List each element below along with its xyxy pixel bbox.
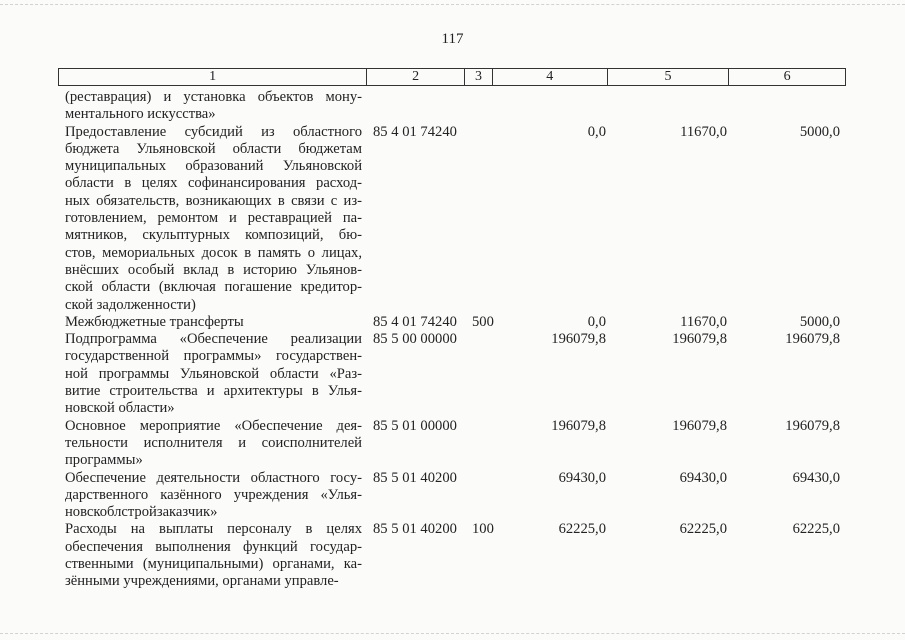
table-header [58, 68, 846, 86]
row-name-line: новскоблстройзаказчик» [65, 504, 218, 521]
row-value-col6: 62225,0 [792, 521, 840, 538]
row-value-col6: 69430,0 [792, 469, 840, 486]
table-row [0, 331, 905, 418]
row-name-line: ментального искусства» [65, 106, 216, 123]
row-value-col5: 11670,0 [680, 313, 727, 330]
row-name-line: зёнными учреждениями, органами управле- [65, 573, 339, 590]
row-name [65, 331, 362, 417]
row-name-line: Основное мероприятие «Обеспечение дея- [65, 417, 362, 434]
row-name-line: стов, мемориальных досок в память о лицах, [65, 244, 362, 261]
row-value-col5: 196079,8 [672, 331, 727, 348]
row-name-line: обеспечения выполнения функций государ- [65, 538, 362, 555]
header-col-2: 2 [367, 69, 465, 85]
header-col-6: 6 [783, 69, 791, 84]
table-row [0, 89, 905, 124]
header-col-1: 1 [59, 69, 367, 85]
row-value-col5: 196079,8 [672, 417, 727, 434]
row-expense-type: 500 [472, 313, 494, 330]
row-name-line: (реставрация) и установка объектов мону- [65, 89, 362, 105]
row-value-col6: 5000,0 [799, 123, 840, 140]
row-name-line: ской области (включая погашение кредитор- [65, 279, 362, 296]
row-value-col4: 69430,0 [558, 469, 606, 486]
row-value-col6: 196079,8 [785, 417, 840, 434]
page-number: 117 [441, 31, 464, 47]
row-value-col5: 69430,0 [679, 469, 727, 486]
table-row [0, 521, 905, 590]
row-name-line: Межбюджетные трансферты [65, 313, 244, 330]
row-name-line: новской области» [65, 400, 175, 417]
row-value-col4: 0,0 [587, 123, 606, 140]
row-name-line: ных обязательств, возникающих в связи с из- [65, 192, 362, 209]
row-code: 85 5 00 00000 [373, 331, 457, 348]
row-name [65, 124, 362, 314]
row-name-line: Предоставление субсидий из областного [65, 123, 362, 140]
row-value-col4: 0,0 [587, 313, 606, 330]
row-name-line: муниципальных образований Ульяновской [65, 158, 362, 175]
row-name-line: дарственного казённого учреждения «Улья- [65, 486, 362, 503]
row-name [65, 470, 362, 522]
row-value-col4: 196079,8 [551, 331, 606, 348]
scan-edge-top [0, 4, 905, 7]
row-name-line: ной программы Ульяновской области «Раз- [65, 365, 362, 382]
row-name [65, 314, 362, 331]
row-value-col5: 62225,0 [679, 521, 727, 538]
table-row [0, 314, 905, 331]
row-name-line: Обеспечение деятельности областного госу- [65, 469, 362, 486]
row-name-line: государственной программы» государствен- [65, 348, 362, 365]
row-name [65, 89, 362, 124]
table-row [0, 470, 905, 522]
row-code: 85 4 01 74240 [373, 123, 457, 140]
header-col-5: 5 [608, 69, 730, 85]
table-row [0, 124, 905, 314]
row-name-line: мятников, скульптурных композиций, бю- [65, 227, 362, 244]
row-name [65, 521, 362, 590]
row-name [65, 418, 362, 470]
row-expense-type: 100 [472, 521, 494, 538]
row-code: 85 5 01 40200 [373, 469, 457, 486]
row-name-line: ственными (муниципальными) органами, ка- [65, 556, 362, 573]
row-value-col5: 11670,0 [680, 123, 727, 140]
row-name-line: области в целях софинансирования расход- [65, 175, 362, 192]
row-name-line: Подпрограмма «Обеспечение реализации [65, 331, 362, 348]
row-code: 85 4 01 74240 [373, 313, 457, 330]
table-row [0, 418, 905, 470]
row-name-line: витие строительства и архитектуры в Улья- [65, 383, 362, 400]
row-value-col4: 196079,8 [551, 417, 606, 434]
row-name-line: программы» [65, 452, 143, 469]
row-value-col4: 62225,0 [558, 521, 606, 538]
header-col-4: 4 [493, 69, 608, 85]
row-code: 85 5 01 40200 [373, 521, 457, 538]
row-name-line: готовлением, ремонтом и реставрацией па- [65, 210, 362, 227]
row-name-line: Расходы на выплаты персоналу в целях [65, 521, 362, 538]
row-name-line: тельности исполнителя и соисполнителей [65, 434, 362, 451]
header-col-3: 3 [465, 69, 493, 85]
row-value-col6: 5000,0 [799, 313, 840, 330]
row-value-col6: 196079,8 [785, 331, 840, 348]
scan-edge-bottom [0, 633, 905, 636]
table-body [0, 89, 905, 591]
row-name-line: бюджета Ульяновской области бюджетам [65, 140, 362, 157]
row-code: 85 5 01 00000 [373, 417, 457, 434]
row-name-line: ской задолженности) [65, 296, 196, 313]
row-name-line: внёсших особый вклад в историю Ульянов- [65, 261, 362, 278]
